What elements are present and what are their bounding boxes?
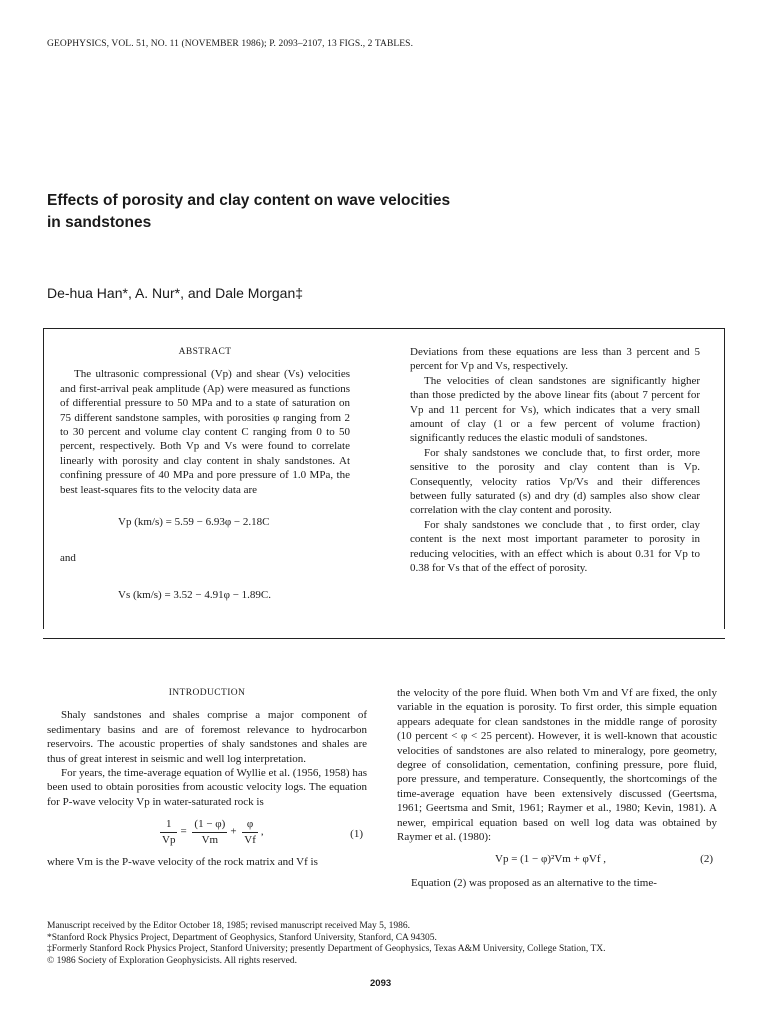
intro-paragraph: Equation (2) was proposed as an alternative to the time- — [411, 877, 657, 890]
intro-right-column — [397, 686, 717, 891]
abstract-equation-vs: Vs (km/s) = 3.52 − 4.91φ − 1.89C. — [118, 588, 271, 601]
footnote: ‡Formerly Stanford Rock Physics Project, Stanford University; presently Department of Geophysics, Texas A&M University, College Station, TX. — [47, 944, 606, 954]
equation-number: (2) — [700, 853, 713, 866]
equation-2 — [397, 852, 717, 872]
intro-heading: INTRODUCTION — [168, 688, 246, 698]
equation-2-body: Vp = (1 − φ)²Vm + φVf , — [495, 853, 606, 866]
author-list: De-hua Han*, A. Nur*, and Dale Morgan‡ — [47, 285, 304, 301]
abstract-heading: ABSTRACT — [178, 347, 232, 357]
footnote: *Stanford Rock Physics Project, Department of Geophysics, Stanford University, Stanford, CA 94305. — [47, 932, 437, 943]
eq1-term1-num: (1 − φ) — [192, 817, 227, 832]
eq1-lhs-den: Vp — [162, 833, 176, 846]
footnote: Manuscript received by the Editor October 18, 1985; revised manuscript received May 5, 1986. — [47, 921, 411, 931]
eq1-lhs-num: 1 — [160, 817, 177, 832]
abstract-right-column — [410, 345, 700, 576]
title-line-2: in sandstones — [47, 214, 152, 231]
equation-1: $\frac{1}{Vp}$ = $\frac{(1 - \varphi)}{Vm}$ + $\frac{\varphi}{Vf}$ , (1) — [162, 818, 363, 846]
intro-paragraph: Shaly sandstones and shales comprise a major component of sedimentary basins and are of foremost relevance to hydrocarbon reservoirs. The acoustic properties of shaly sandstones and shales are thus of great interest in seismic and well log interpretation. — [47, 709, 367, 765]
abstract-box-rule — [43, 638, 725, 639]
abstract-paragraph: For shaly sandstones we conclude that , to first order, clay content is the next most important parameter to porosity in reducing velocities, with an effect which is about 0.31 for Vp to 0.38 for Vs that of the effect of porosity. — [410, 518, 700, 575]
eq1-term2-num: φ — [242, 817, 258, 832]
eq1-term1-den: Vm — [201, 833, 219, 846]
abstract-and: and — [60, 552, 76, 565]
abstract-paragraph: The velocities of clean sandstones are significantly higher than those predicted by the above linear fits (about 7 percent for Vp and 11 percent for Vs), which indicates that a very small amount of clay (1 or a few percent of volume fraction) significantly reduces the elastic moduli of sandstones. — [410, 374, 700, 445]
abstract-paragraph: The ultrasonic compressional (Vp) and shear (Vs) velocities and first-arrival peak amplitude (Ap) were measured as functions of differential pressure to 50 MPa and to a state of saturation on 75 different sandstone samples, with porosities φ ranging from 2 to 30 percent and volume clay content C ranging from 0 to 50 percent, respectively. Both Vp and Vs were found to correlate linearly with porosity and clay content in shaly sandstones. At confining pressure of 40 MPa and pore pressure of 1.0 MPa, the best least-squares fits to the velocity data are — [60, 368, 350, 496]
abstract-left-column — [60, 345, 350, 602]
abstract-paragraph: For shaly sandstones we conclude that, to first order, more sensitive to the porosity and clay content than is Vp. Consequently, velocity ratios Vp/Vs and their differences between fully saturated (s) and dry (d) samples also show clear correlation with the clay content and porosity. — [410, 446, 700, 517]
intro-paragraph: For years, the time-average equation of Wyllie et al. (1956, 1958) has been used to obtain porosities from acoustic velocity logs. The equation for P-wave velocity Vp in water-saturated rock is — [47, 767, 367, 808]
abstract-paragraph: Deviations from these equations are less than 3 percent and 5 percent for Vp and Vs, respectively. — [410, 346, 700, 373]
eq1-term2-den: Vf — [244, 833, 256, 846]
paper-title — [47, 190, 607, 234]
equation-number: (1) — [350, 828, 363, 841]
journal-citation: GEOPHYSICS, VOL. 51, NO. 11 (NOVEMBER 1986); P. 2093–2107, 13 FIGS., 2 TABLES. — [47, 39, 414, 49]
abstract-equation-vp: Vp (km/s) = 5.59 − 6.93φ − 2.18C — [118, 516, 270, 529]
footnotes — [47, 921, 727, 967]
title-line-1: Effects of porosity and clay content on wave velocities — [47, 192, 451, 209]
intro-paragraph: the velocity of the pore fluid. When both Vm and Vf are fixed, the only variable in the equation is porosity. To first order, this simple equation appears adequate for clean sandstones in the middle range of porosity (10 percent < φ < 25 percent). However, it is well-known that acoustic velocities of sandstones are also related to mineralogy, pore geometry, degree of consolidation, cementation, confining pressure, pore fluid, pore pressure, and temperature. Consequently, the shortcomings of the time-average equation have been extensively discussed (Geertsma, 1961; Geertsma and Smit, 1961; Raymer et al., 1980; Kevin, 1981). A newer, empirical equation based on well log data was obtained by Raymer et al. (1980): — [397, 687, 717, 844]
page-number: 2093 — [370, 978, 392, 989]
footnote: © 1986 Society of Exploration Geophysicists. All rights reserved. — [47, 955, 297, 966]
intro-paragraph: where Vm is the P-wave velocity of the rock matrix and Vf is — [47, 856, 318, 869]
intro-left-column — [47, 686, 367, 870]
